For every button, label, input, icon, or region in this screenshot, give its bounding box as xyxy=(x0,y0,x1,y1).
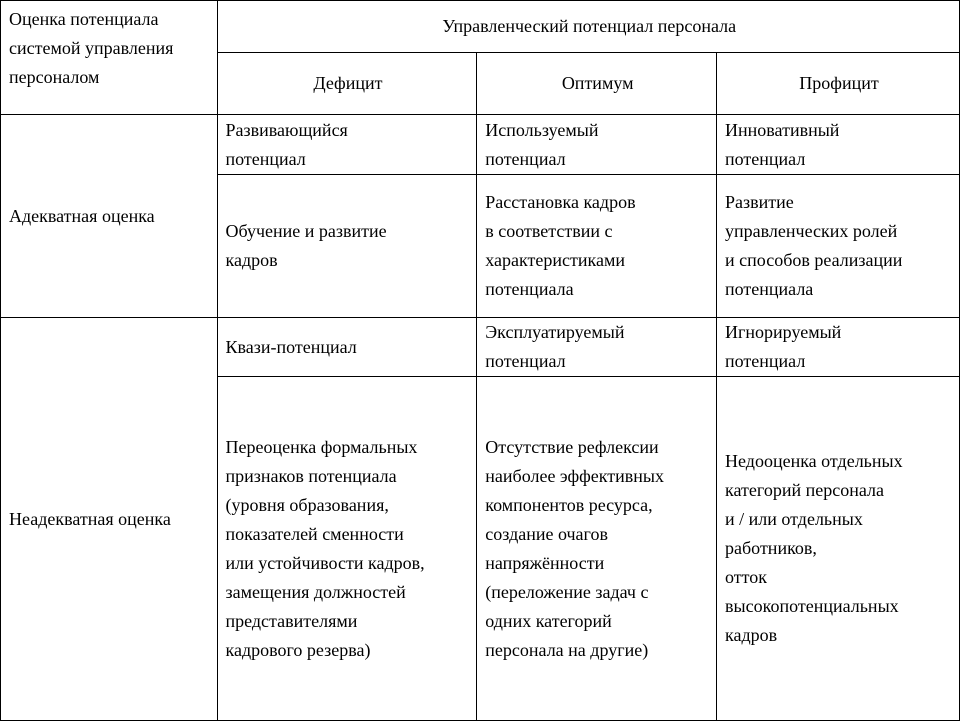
adequate-optimum-action: Расстановка кадров в соответствии с характеристиками потенциала xyxy=(477,175,717,318)
inadequate-optimum-action: Отсутствие рефлексии наиболее эффективных компонентов ресурса, создание очагов напряжённости (переложение задач с одних категорий персонала на другие) xyxy=(477,377,717,721)
col-header-deficit: Дефицит xyxy=(217,53,477,115)
adequate-profit-action: Развитие управленческих ролей и способов реализации потенциала xyxy=(717,175,960,318)
inadequate-type-row xyxy=(1,318,960,377)
adequate-type-row xyxy=(1,115,960,175)
inadequate-deficit-type: Квази-потенциал xyxy=(217,318,477,377)
header-row-1 xyxy=(1,1,960,53)
row-label-header: Оценка потенциала системой управления персоналом xyxy=(1,1,218,115)
adequate-profit-type: Инновативный потенциал xyxy=(717,115,960,175)
col-header-optimum: Оптимум xyxy=(477,53,717,115)
inadequate-optimum-type: Эксплуатируемый потенциал xyxy=(477,318,717,377)
adequate-deficit-action: Обучение и развитие кадров xyxy=(217,175,477,318)
col-header-profit: Профицит xyxy=(717,53,960,115)
adequate-label: Адекватная оценка xyxy=(1,115,218,318)
inadequate-profit-action: Недооценка отдельных категорий персонала и / или отдельных работников, отток высокопотенциальных кадров xyxy=(717,377,960,721)
inadequate-profit-type: Игнорируемый потенциал xyxy=(717,318,960,377)
group-title-header: Управленческий потенциал персонала xyxy=(217,1,960,53)
inadequate-label: Неадекватная оценка xyxy=(1,318,218,721)
adequate-optimum-type: Используемый потенциал xyxy=(477,115,717,175)
adequate-deficit-type: Развивающийся потенциал xyxy=(217,115,477,175)
inadequate-deficit-action: Переоценка формальных признаков потенциала (уровня образования, показателей сменности или устойчивости кадров, замещения должностей представителями кадрового резерва) xyxy=(217,377,477,721)
